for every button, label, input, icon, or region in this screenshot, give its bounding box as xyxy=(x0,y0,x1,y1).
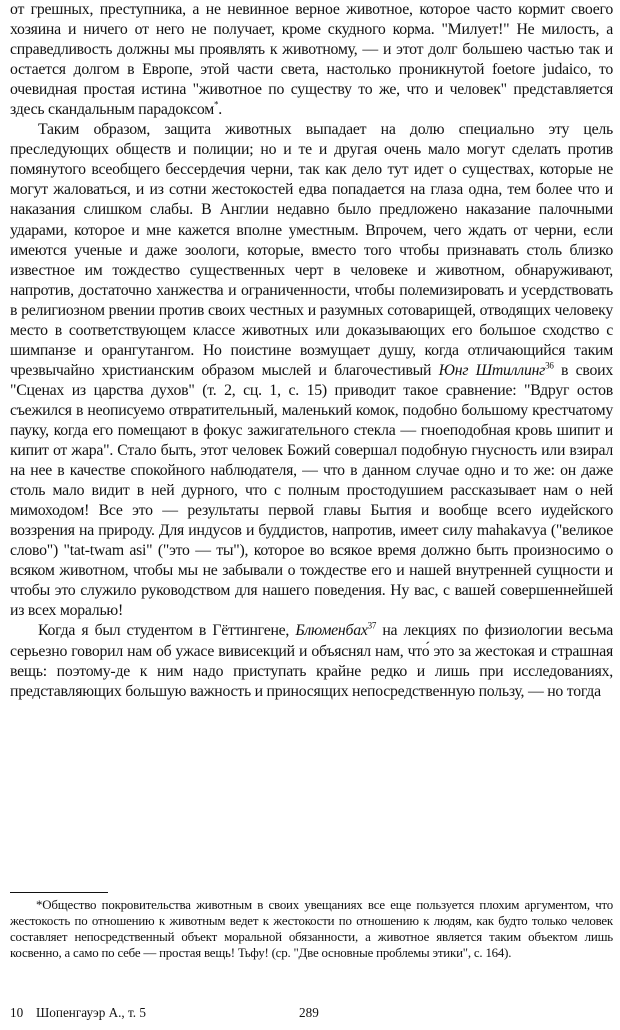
main-text xyxy=(10,0,613,702)
paragraph-text: на лекциях по физиологии весьма серьезно говорил нам об ужасе вивисекций и объяснял нам, что́ это за жестокая и страшная вещь: поэтому-де к ним надо приступать крайне редко и лишь при исследованиях, представляющих большую важность и приносящих непосредственную пользу, — но тогда xyxy=(10,622,613,700)
footnote-marker: * xyxy=(213,99,219,110)
paragraph xyxy=(10,0,613,120)
page-number: 289 xyxy=(299,1005,319,1020)
paragraph xyxy=(10,120,613,621)
paragraph-text: . xyxy=(218,101,222,119)
signature-title: Шопенгауэр А., т. 5 xyxy=(36,1005,146,1020)
footnote-text: *Общество покровительства животным в своих увещаниях все еще пользуется плохим аргументом, что жестокость по отношению к животным ведет к жестокости по отношению к людям, как будто только человек составляет непосредственный объект моральной обязанности, а животное является таким объектом лишь косвенно, а само по себе — простая вещь! Тьфу! (ср. "Две основные проблемы этики", с. 164). xyxy=(10,898,613,961)
page-footer xyxy=(10,1005,613,1023)
document-page xyxy=(10,0,613,1020)
paragraph-text: от грешных, преступника, а не невинное верное животное, которое часто кормит своего хозяина и ничего от него не получает, кроме скудного корма. "Милует!" Не милость, а справедливость должны мы проявлять к животному, — и этот долг большею частью так и остается долгом в Европе, этой части света, настолько проникнутой foetore judaico, то очевидная простая истина "животное по существу то же, что и человек" представляется здесь скандальным парадоксом xyxy=(10,1,613,119)
paragraph-text: Когда я был студентом в Гёттингене, xyxy=(38,622,296,640)
italic-name: Блюменбах xyxy=(295,622,368,640)
signature-number: 10 xyxy=(10,1005,24,1020)
footnote-separator xyxy=(10,892,108,893)
endnote-ref: 36 xyxy=(545,360,554,371)
endnote-ref: 37 xyxy=(367,621,377,632)
italic-name: Юнг Штиллинг xyxy=(438,361,546,379)
paragraph-text: в своих "Сценах из царства духов" (т. 2, сц. 1, с. 15) приводит такое сравнение: "Вдруг остов съежился в неописуемо отвратительный, маленький комок, подобно большому крестчатому пауку, когда его помещают в фокус зажигательного стекла — гноеподобная кровь шипит и кипит от жара". Стало быть, этот человек Божий совершал подобную гнусность или взирал на нее в качестве спокойного наблюдателя, — что в данном случае одно и то же: он даже столь мало видит в ней дурного, что с полным простодушием рассказывает нам о ней мимоходом! Все это — результаты первой главы Бытия и вообще всего иудейского воззрения на природу. Для индусов и буддистов, напротив, имеет силу mahakavya ("великое слово") "tat-twam asi" ("это — ты"), которое во всякое время должно быть произносимо о всяком животном, чтобы мы не забывали о тождестве его и нашей внутренней сущности и чтобы это служило руководством для нашего поведения. Ну вас, с вашей совершеннейшей из всех моралью! xyxy=(10,361,613,620)
footnote xyxy=(10,897,613,961)
paragraph-text: Таким образом, защита животных выпадает на долю специально эту цель преследующих обществ и полиции; но и те и другая очень мало могут сделать против помянутого всеобщего бессердечия черни, так как дело тут идет о существах, которые не могут жаловаться, и из сотни жестокостей едва попадается на глаза одна, тем более что и наказания слишком слабы. В Англии недавно было предложено наказание палочными ударами, которое и мне кажется вполне уместным. Впрочем, чего ждать от черни, если имеются ученые и даже зоологи, которые, вместо того чтобы признавать столь близко известное им тождество существенных черт в человеке и животном, обнаруживают, напротив, достаточно ханжества и ограниченности, чтобы полемизировать и усердствовать в религиозном рвении против своих честных и разумных сотоварищей, отводящих человеку место в соответствующем классе животных или доказывающих его большое сходство с шимпанзе и орангутангом. Но поистине возмущает душу, когда отличающийся таким чрезвычайно христианским образом мыслей и благочестивый xyxy=(10,121,613,379)
paragraph xyxy=(10,621,613,701)
